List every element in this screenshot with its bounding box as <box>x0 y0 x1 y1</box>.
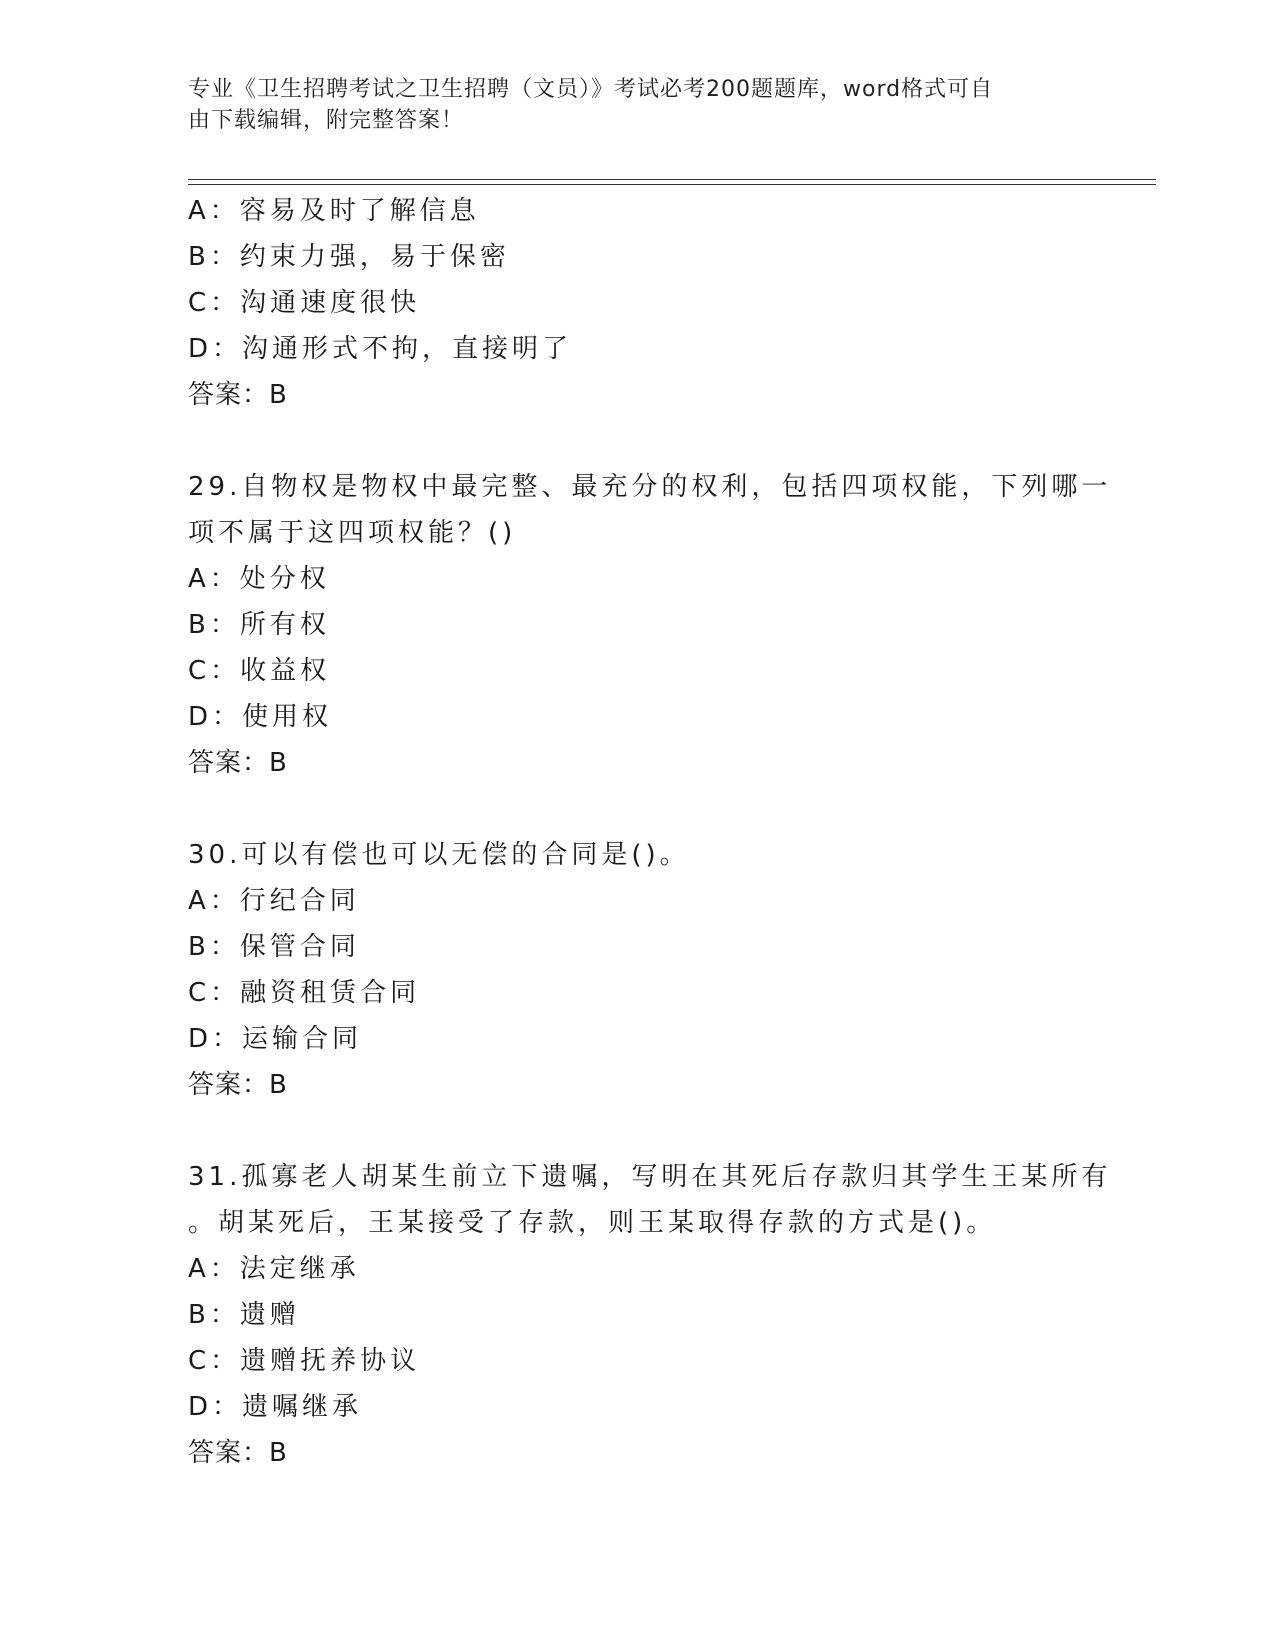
header-divider-top <box>188 179 1156 180</box>
question-stem-continued: 项不属于这四项权能？() <box>188 518 517 548</box>
answer-line: 答案：B <box>188 748 288 778</box>
option-b: B：约束力强，易于保密 <box>188 242 510 272</box>
answer-line: 答案：B <box>188 1070 288 1100</box>
question-list <box>188 188 1112 1476</box>
option-c: C：沟通速度很快 <box>188 288 421 318</box>
option-c: C：融资租赁合同 <box>188 978 421 1008</box>
header-line-2: 由下载编辑，附完整答案！ <box>188 108 465 133</box>
question-stem: 31.孤寡老人胡某生前立下遗嘱，写明在其死后存款归其学生王某所有 <box>188 1162 1112 1192</box>
header-line-1: 专业《卫生招聘考试之卫生招聘（文员）》考试必考200题题库，word格式可自 <box>188 77 994 102</box>
answer-line: 答案：B <box>188 1438 288 1468</box>
option-a: A：行纪合同 <box>188 886 360 916</box>
option-b: B：保管合同 <box>188 932 360 962</box>
answer-line: 答案：B <box>188 380 288 410</box>
question-block-30 <box>188 832 1088 1108</box>
option-a: A：处分权 <box>188 564 330 594</box>
option-c: C：收益权 <box>188 656 331 686</box>
option-b: B：所有权 <box>188 610 330 640</box>
option-d: D：遗嘱继承 <box>188 1392 363 1422</box>
option-c: C：遗赠抚养协议 <box>188 1346 421 1376</box>
option-d: D：运输合同 <box>188 1024 363 1054</box>
question-block-29 <box>188 464 1112 786</box>
option-b: B：遗赠 <box>188 1300 300 1330</box>
header-divider-bottom <box>188 184 1156 185</box>
question-block-31 <box>188 1154 1112 1476</box>
question-block-previous <box>188 188 1088 418</box>
question-stem: 30.可以有偿也可以无偿的合同是()。 <box>188 840 690 870</box>
document-header <box>188 74 1068 136</box>
option-d: D：沟通形式不拘，直接明了 <box>188 334 573 364</box>
option-a: A：法定继承 <box>188 1254 360 1284</box>
spacer <box>188 1108 1088 1154</box>
option-d: D：使用权 <box>188 702 333 732</box>
spacer <box>188 418 1088 464</box>
question-stem: 29.自物权是物权中最完整、最充分的权利，包括四项权能，下列哪一 <box>188 472 1112 502</box>
option-a: A：容易及时了解信息 <box>188 196 480 226</box>
question-stem-continued: 。胡某死后，王某接受了存款，则王某取得存款的方式是()。 <box>188 1208 997 1238</box>
spacer <box>188 786 1088 832</box>
